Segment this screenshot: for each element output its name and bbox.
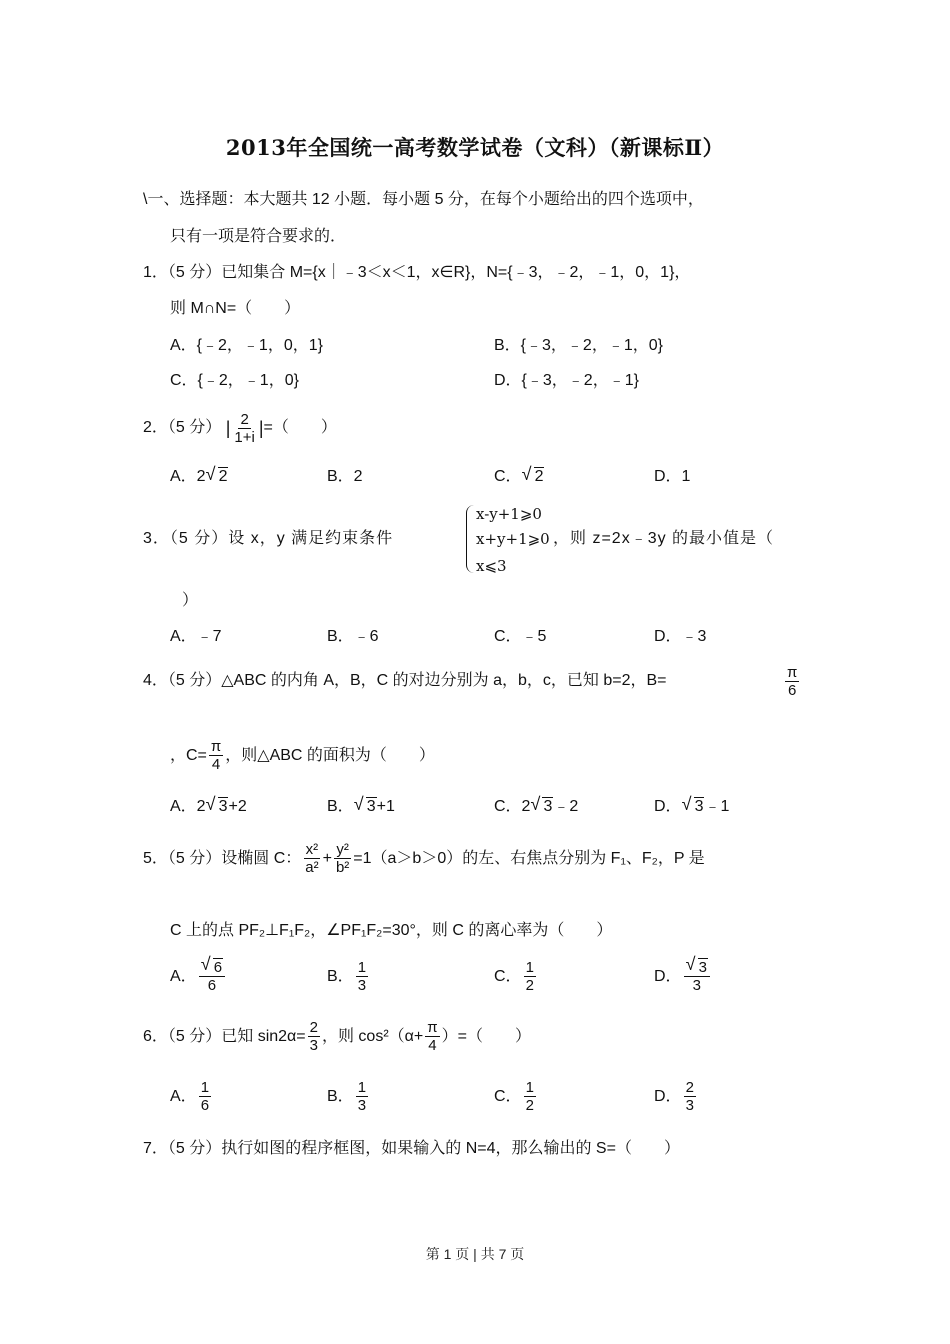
q6-option-a (170, 1078, 213, 1116)
q4-c-suf: ﹣2 (553, 798, 579, 815)
q6-a-num: 1 (200, 1079, 210, 1097)
q2-a-label: A．2 (170, 468, 206, 485)
q2-a-radicand: 2 (218, 468, 228, 485)
q5-suffix: =1（a＞b＞0）的左、右焦点分别为 F₁、F₂，P 是 (353, 850, 705, 867)
q4-stem-line2 (170, 738, 435, 774)
q4-b-num: π (787, 664, 798, 681)
section-header-line1: \一、选择题：本大题共 12 小题．每小题 5 分，在每个小题给出的四个选项中， (143, 191, 704, 208)
abs-bar-left: | (225, 418, 231, 438)
q1-option-a: A．{﹣2，﹣1，0，1} (170, 337, 323, 354)
q4-fraction-c (209, 738, 223, 773)
q4-option-b (327, 796, 395, 818)
q2-option-b: B．2 (327, 468, 363, 485)
q6-option-c (494, 1078, 538, 1116)
q5-option-c (494, 958, 538, 996)
q5-d-den: 3 (692, 977, 701, 995)
q5-c-fraction (524, 959, 536, 994)
q5-b-num: 1 (357, 959, 367, 977)
q3-constraint-system (466, 505, 550, 577)
q6-b-num: 1 (357, 1079, 367, 1097)
q5-c-label: C． (494, 968, 522, 985)
q6-c-fraction (524, 1079, 536, 1114)
q6-c-num: 1 (525, 1079, 534, 1097)
section-header-line2: 只有一项是符合要求的． (170, 228, 347, 245)
q5-option-a (170, 954, 227, 996)
sqrt-symbol: √ 2 (205, 464, 228, 485)
q5-option-b (327, 958, 370, 996)
q5-d-label: D． (654, 968, 682, 985)
q1-stem-line1: 1．（5 分）已知集合 M={x｜﹣3＜x＜1，x∈R}，N={﹣3，﹣2，﹣1，0，1}， (143, 264, 691, 281)
q7-stem-line1: 7．（5 分）执行如图的程序框图，如果输入的 N=4，那么输出的 S=（ ） (143, 1140, 680, 1157)
q6-a-label: A． (170, 1088, 197, 1105)
q6-stem (143, 1018, 531, 1056)
q3-constraint-3: x⩽3 (476, 557, 507, 575)
q6-suffix: ）=（ ） (441, 1028, 531, 1045)
q6-option-d (654, 1078, 698, 1116)
q2-option-c (494, 466, 544, 488)
q6-d-num: 2 (685, 1079, 694, 1097)
q3-option-a: A．﹣7 (170, 628, 222, 645)
sqrt-symbol: √ 6 (200, 954, 223, 977)
q5-d-fraction (684, 954, 710, 995)
q5-c-den: 2 (525, 977, 534, 995)
q2-c-radicand: 2 (534, 468, 544, 485)
q6-b-label: B． (327, 1088, 354, 1105)
q4-d-suf: ﹣1 (704, 798, 730, 815)
q5-b-fraction (356, 959, 368, 994)
sqrt-symbol: √ 3 (205, 794, 228, 815)
q6-fraction-pi (425, 1019, 439, 1054)
q4-option-c (494, 796, 578, 818)
q6-option-b (327, 1078, 370, 1116)
q5-f2-num: y² (336, 841, 349, 859)
q2-fraction (232, 411, 256, 446)
page-title: 2013年全国统一高考数学试卷（文科）（新课标Ⅱ） (225, 135, 725, 160)
sqrt-symbol: √ 2 (521, 464, 544, 485)
q6-c-label: C． (494, 1088, 522, 1105)
q5-a-label: A． (170, 968, 197, 985)
q2-frac-den: 1+i (234, 428, 255, 446)
q2-suffix: =（ ） (263, 419, 337, 437)
q5-stem-line1 (143, 840, 705, 878)
q4-option-d (654, 796, 729, 818)
q4-c-den: 4 (211, 756, 221, 774)
q3-stem-line2: ） (182, 592, 199, 609)
sqrt-symbol: √ 3 (681, 794, 704, 815)
q4-c-num: π (210, 738, 222, 756)
sqrt-symbol: √ 3 (353, 794, 376, 815)
q5-c-num: 1 (525, 959, 534, 977)
q5-b-label: B． (327, 968, 354, 985)
q4-d-rad: 3 (694, 798, 704, 815)
q2-c-label: C． (494, 468, 522, 485)
q3-stem-suffix: ，则 z=2x﹣3y 的最小值是（ (553, 530, 775, 547)
q5-prefix: 5．（5 分）设椭圆 C： (143, 850, 302, 867)
q5-f2-den: b² (335, 859, 350, 877)
q6-d-label: D． (654, 1088, 682, 1105)
q3-option-c: C．﹣5 (494, 628, 547, 645)
q5-d-num-rad: 3 (698, 959, 707, 977)
q6-b-fraction (356, 1079, 368, 1114)
q6-c-den: 2 (525, 1097, 534, 1115)
q2-frac-num: 2 (240, 410, 249, 428)
q5-fraction-x (303, 841, 320, 876)
q5-a-fraction (199, 954, 225, 995)
q6-fraction-sin (308, 1019, 320, 1054)
q6-a-den: 6 (200, 1097, 210, 1115)
q4-b-pre: B． (327, 798, 354, 815)
q6-p-num: π (427, 1019, 438, 1037)
q4-a-suf: +2 (228, 798, 247, 815)
q4-b-den: 6 (788, 682, 797, 699)
q1-option-b: B．{﹣3，﹣2，﹣1，0} (494, 337, 663, 354)
q4-fraction-b (785, 664, 799, 699)
q6-d-den: 3 (685, 1097, 694, 1115)
q5-stem-line2: C 上的点 PF₂⊥F₁F₂，∠PF₁F₂=30°，则 C 的离心率为（ ） (170, 922, 613, 939)
q1-option-d: D．{﹣3，﹣2，﹣1} (494, 372, 639, 389)
q5-option-d (654, 954, 712, 996)
page-footer: 第 1 页 | 共 7 页 (425, 1246, 525, 1262)
q3-constraint-1: x-y+1⩾0 (476, 505, 542, 523)
sqrt-symbol: √ 3 (685, 954, 707, 977)
q4-a-rad: 3 (218, 798, 228, 815)
q5-a-den: 6 (207, 977, 217, 995)
abs-bar-right: | (258, 418, 264, 438)
q3-option-b: B．﹣6 (327, 628, 379, 645)
q4-a-pre: A．2 (170, 798, 206, 815)
left-brace (466, 505, 475, 573)
q4-c-pre: C．2 (494, 798, 531, 815)
q5-f1-num: x² (305, 841, 319, 859)
q6-mid: ，则 cos²（α+ (321, 1028, 424, 1045)
q5-fraction-y (334, 841, 351, 876)
q2-option-d: D．1 (654, 468, 691, 485)
q4-c-rad: 3 (543, 798, 553, 815)
q1-option-c: C．{﹣2，﹣1，0} (170, 372, 299, 389)
q1-stem-line2: 则 M∩N=（ ） (170, 300, 301, 317)
q4-stem-line1: 4．（5 分）△ABC 的内角 A，B，C 的对边分别为 a，b，c，已知 b=2，B= (143, 672, 667, 689)
q6-p-den: 4 (428, 1037, 437, 1055)
q2-prefix: 2．（5 分） (143, 419, 222, 437)
q5-f1-den: a² (305, 859, 319, 877)
q5-plus: + (322, 850, 332, 867)
q6-d-fraction (684, 1079, 696, 1114)
q6-f-num: 2 (309, 1019, 318, 1037)
q2-stem (143, 410, 337, 446)
q6-prefix: 6．（5 分）已知 sin2α= (143, 1028, 306, 1045)
q4-d-pre: D． (654, 798, 682, 815)
q4-option-a (170, 796, 247, 818)
q5-a-num-rad: 6 (213, 959, 223, 977)
q6-f-den: 3 (309, 1037, 318, 1055)
q4-c-suffix: ，则△ABC 的面积为（ ） (225, 747, 435, 764)
q4-b-suf: +1 (376, 798, 395, 815)
q3-option-d: D．﹣3 (654, 628, 707, 645)
q6-b-den: 3 (357, 1097, 367, 1115)
q2-option-a (170, 466, 228, 488)
sqrt-symbol: √ 3 (530, 794, 553, 815)
q5-b-den: 3 (357, 977, 367, 995)
q3-constraint-2: x+y+1⩾0 (476, 530, 550, 548)
q6-a-fraction (199, 1079, 211, 1114)
q4-c-prefix: ，C= (170, 747, 207, 764)
q4-b-rad: 3 (366, 798, 376, 815)
q3-stem-prefix: 3．（5 分）设 x，y 满足约束条件 (143, 530, 394, 547)
